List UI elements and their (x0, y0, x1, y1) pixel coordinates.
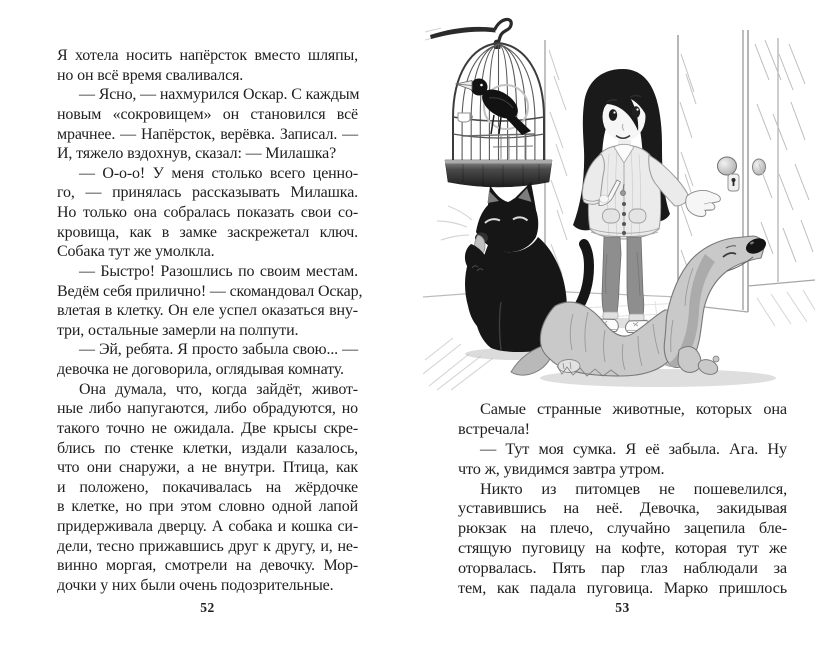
page-number-right: 53 (615, 600, 630, 615)
left-pant-leg (602, 237, 621, 314)
illustration (423, 14, 815, 392)
birdcage (430, 19, 552, 187)
text-line: — Ясно, — нахмурился Оскар. С каждым (79, 86, 360, 104)
text-line: — Быстро! Разошлись по своим местам. (79, 262, 358, 280)
text-line: что они снаружи, а не внутри. Птица, как (57, 459, 358, 477)
perch (463, 134, 535, 136)
text-line: тем, как падала пуговица. Марко пришлось (458, 578, 787, 598)
text-line: уставившись на неё. Девочка, закидывая (458, 498, 787, 518)
paragraph (57, 46, 358, 85)
text-line: встречала! (458, 418, 530, 438)
text-line: Ведём себя прилично! — скомандовал Оскар, (57, 282, 363, 300)
text-line: ные либо напугаются, либо обрадуются, но (57, 400, 358, 418)
paragraph (57, 164, 358, 262)
pocket-right (629, 209, 646, 223)
right-eye (632, 106, 640, 118)
text-line: дели, тесно прижавшись друг к другу, и, не- (57, 537, 358, 555)
sock (603, 312, 618, 319)
doorknob (718, 157, 737, 175)
text-line: Но только она собралась показать свои со- (57, 204, 358, 221)
pocket-left (603, 209, 620, 223)
text-line: оторвалась. Пять пар глаз наблюдали за (458, 558, 787, 578)
floor-hatching (423, 338, 493, 390)
dog-neck-head (664, 236, 764, 368)
left-page-text (57, 46, 363, 596)
text-line: что ж, увидимся завтра утром. (458, 458, 665, 478)
text-line: блись по стенке клетки, издали казалось, (57, 439, 358, 457)
shiny-button (621, 191, 626, 196)
paragraph (458, 439, 787, 479)
text-line: — Эй, ребята. Я просто забыла свою... — (79, 341, 358, 359)
text-line: мрачнее. — Напёрсток, верёвка. Записал. — (57, 125, 358, 143)
text-line: в клетке, но при этом словно одной лапой (57, 498, 358, 516)
right-page-text (458, 399, 787, 598)
text-line: придерживала дверцу. А собака и кошка си- (57, 518, 358, 535)
text-line: кровища, как в замке заскрежетал ключ. (57, 223, 358, 241)
paragraph (57, 262, 363, 341)
text-line: рюкзак на плечо, случайно зацепила бле- (458, 518, 787, 538)
paragraph (57, 340, 358, 379)
bird-eye (480, 84, 483, 87)
text-line: влетая в клетку. Он еле успел оказаться вну- (57, 302, 358, 320)
text-line: Самые странные животные, которых она (480, 399, 787, 418)
text-line: — Тут моя сумка. Я её забыла. Ага. Ну (480, 438, 787, 458)
text-line: дочки у них были очень подозрительные. (57, 576, 334, 594)
text-line: — О-о-о! У меня столько всего ценно- (79, 164, 358, 182)
text-line: винно моргая, смотрели на девочку. Мор- (57, 557, 358, 575)
text-line: Никто из питомцев не пошевелился, (480, 478, 787, 498)
text-line: го, — принялась рассказывать Милашка. (57, 184, 358, 202)
cat-whiskers (437, 206, 472, 240)
paragraph (57, 85, 358, 164)
text-line: и положено, покачивалась на жёрдочке (57, 478, 358, 496)
cage-base (445, 160, 552, 187)
text-line: но он всё время сваливался. (57, 66, 244, 84)
text-line: Собака тут же умолкла. (57, 243, 215, 261)
text-line: И, тяжело вздохнув, сказал: — Милашка? (57, 145, 337, 163)
open-hand (686, 190, 721, 216)
dog-hind-paw (558, 360, 580, 373)
text-line: три, остальные замерли на полпути. (57, 321, 299, 339)
right-pant-leg (627, 237, 644, 316)
page-number-left: 52 (200, 600, 215, 615)
left-eye (609, 109, 617, 121)
feeding-cup (458, 113, 470, 122)
text-line: Она думала, что, когда зайдёт, живот- (79, 380, 358, 398)
dog-bent-foreleg (678, 347, 701, 373)
text-line: стящую пуговицу на кофте, которая тут же (458, 538, 787, 558)
paragraph (458, 399, 787, 439)
paragraph (57, 380, 358, 596)
paragraph (458, 479, 787, 598)
text-line: девочка не договорила, оглядывая комнату. (57, 361, 344, 378)
sock (629, 314, 644, 321)
text-line: новым «сокровищем» он становился всё (57, 105, 358, 123)
doorknob-far-side (753, 159, 766, 175)
text-line: Я хотела носить напёрсток вместо шляпы, (57, 47, 358, 64)
crow (456, 79, 531, 136)
text-line: такого точно не ожидала. Две крысы скре- (57, 419, 358, 437)
